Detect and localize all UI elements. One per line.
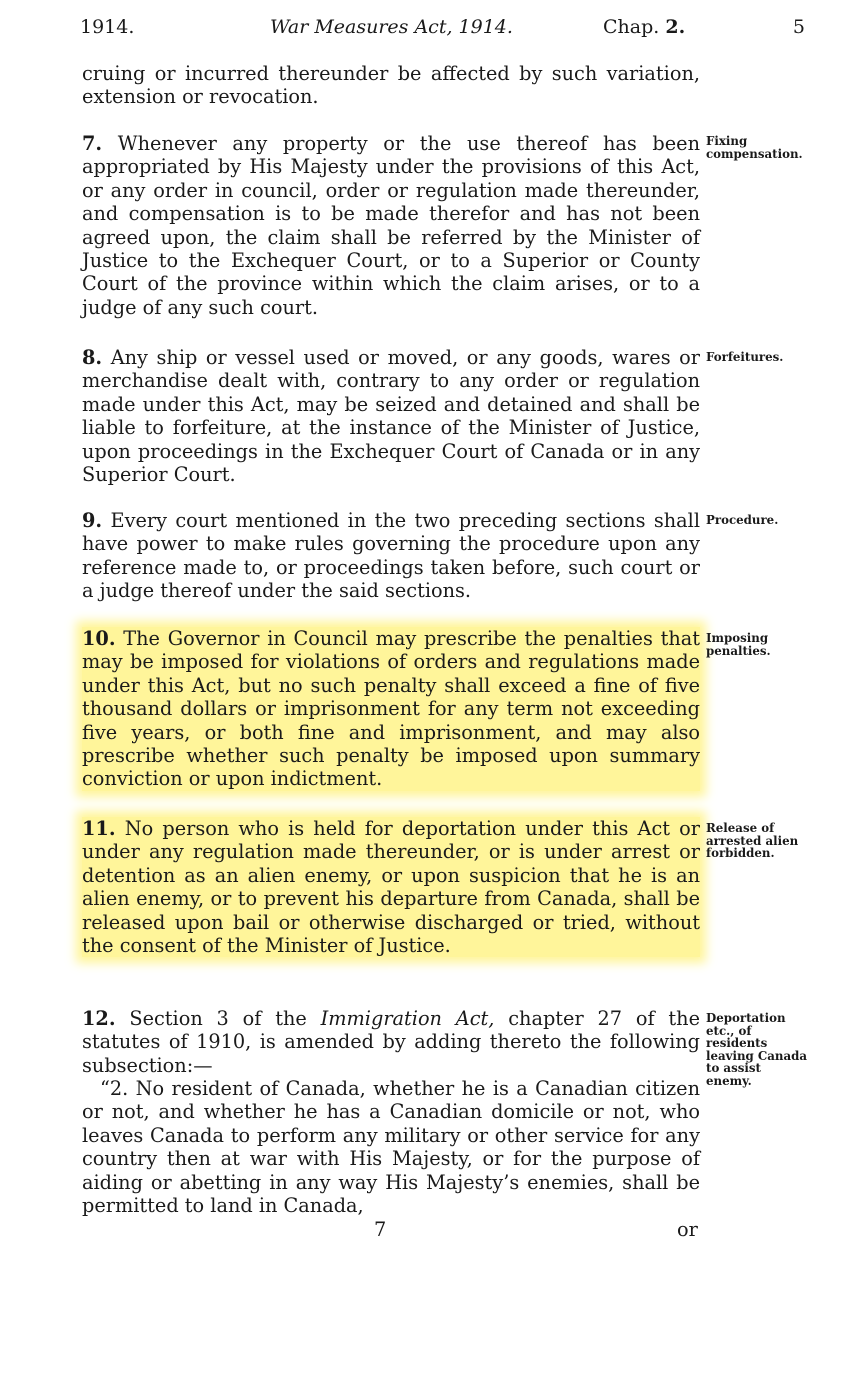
section-number: 7. [82,132,103,155]
marginal-note: Deportation etc., of residents leaving Canada to assist enemy. [706,1011,808,1088]
header-chapter-label: Chap. [603,16,660,38]
marginal-note: Imposing penalties. [706,631,771,658]
section-text: No person who is held for deportation under this Act or under any regulation made thereunder, or is under arrest or detention as an alien enemy, or upon suspicion that he is an alien enemy, or to prevent his departure from Canada, shall be released upon bail or otherwise discharged or tried, without the consent of the Minister of Justice. [82,817,700,958]
section-12 [82,1007,700,1077]
marginal-note: Forfeitures. [706,350,784,364]
header-chapter-number: 2. [665,16,686,38]
catchword: or [677,1218,698,1241]
signature-mark: 7 [374,1218,387,1241]
continuation-paragraph: cruing or incurred thereunder be affected by such variation, extension or revocation. [82,62,700,109]
marginal-note: Fixing compensation. [706,134,803,161]
section-text-after: chapter 27 of the statutes of 1910, is amended by adding thereto the following subsection:— [82,1007,700,1077]
section-number: 12. [82,1007,116,1030]
page-number: 5 [792,16,805,38]
section-number: 9. [82,509,103,532]
section-text: The Governor in Council may prescribe the penalties that may be imposed for violations of orders and regulations made under this Act, but no such penalty shall exceed a fine of five thousand dollars or imprisonment for any term not exceeding five years, or both fine and imprisonment, and may also prescribe whether such penalty be imposed upon summary conviction or upon indictment. [82,627,700,791]
header-chapter [603,16,685,38]
section-10-highlighted [82,627,700,791]
section-number: 11. [82,817,116,840]
section-text: Whenever any property or the use thereof has been appropriated by His Majesty under the provisions of this Act, or any order in council, order or regulation made thereunder, and compensation is to be made therefor and has not been agreed upon, the claim shall be referred by the Minister of Justice to the Exchequer Court, or to a Superior or County Court of the province within which the claim arises, or to a judge of any such court. [82,132,700,319]
section-7 [82,132,700,319]
section-number: 8. [82,346,103,369]
marginal-note: Release of arrested alien forbidden. [706,821,799,861]
section-9 [82,509,700,603]
section-text: Any ship or vessel used or moved, or any goods, wares or merchandise dealt with, contrary to any order or regulation made under this Act, may be seized and detained and shall be liable to forfeiture, at the instance of the Minister of Justice, upon proceedings in the Exchequer Court of Canada or in any Superior Court. [82,346,700,487]
header-act-title: War Measures Act, 1914. [270,16,513,38]
section-8 [82,346,700,486]
section-number: 10. [82,627,116,650]
running-header [80,16,805,42]
section-text: Every court mentioned in the two preceding sections shall have power to make rules governing the procedure upon any reference made to, or proceedings taken before, such court or a judge thereof under the said sections. [82,509,700,603]
quoted-subsection: “2. No resident of Canada, whether he is a Canadian citizen or not, and whether he has a Canadian domicile or not, who leaves Canada to perform any military or other service for any country then at war with His Majesty, or for the purpose of aiding or abetting in any way His Majesty’s enemies, shall be permitted to land in Canada, [82,1077,700,1218]
section-11-highlighted [82,817,700,957]
section-text-before: Section 3 of the [129,1007,307,1030]
header-year: 1914. [80,16,135,38]
act-name: Immigration Act, [320,1007,495,1030]
marginal-note: Procedure. [706,513,779,527]
